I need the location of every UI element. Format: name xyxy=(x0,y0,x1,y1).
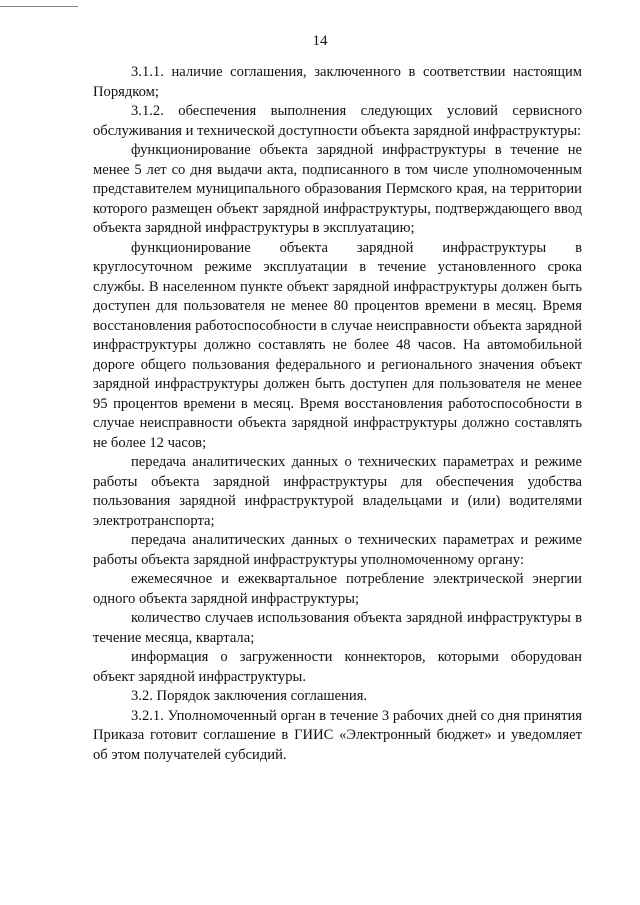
paragraph-3-1-1: 3.1.1. наличие соглашения, заключенного в соответствии настоящим Порядком; xyxy=(93,64,582,100)
scan-edge-line xyxy=(0,6,78,7)
page-number: 14 xyxy=(312,33,328,49)
paragraph-3-2-1: 3.2.1. Уполномоченный орган в течение 3 рабочих дней со дня принятия Приказа готовит соглашение в ГИИС «Электронный бюджет» и уведомляет об этом получателей субсидий. xyxy=(93,707,582,763)
paragraph-round-the-clock: функционирование объекта зарядной инфраструктуры в круглосуточном режиме эксплуатации в течение установленного срока службы. В населенном пункте объект зарядной инфраструктуры должен быть доступен для пользователя не менее 80 процентов времени в месяц. Время восстановления работоспособности в случае неисправности объекта зарядной инфраструктуры должно составлять не более 48 часов. На автомобильной дороге общего пользования федерального и регионального значения объект зарядной инфраструктуры должен быть доступен для пользователя не менее 95 процентов времени в месяц. Время восстановления работоспособности в случае неисправности объекта зарядной инфраструктуры должно составлять не более 12 часов; xyxy=(93,239,582,451)
paragraph-3-2: 3.2. Порядок заключения соглашения. xyxy=(131,688,368,704)
paragraph-3-1-2: 3.1.2. обеспечения выполнения следующих условий сервисного обслуживания и технической доступности объекта зарядной инфраструктуры: xyxy=(93,103,582,139)
paragraph-data-transfer-users: передача аналитических данных о технических параметрах и режиме работы объекта зарядной инфраструктуры для обеспечения удобства пользования зарядной инфраструктурой владельцами и (или) водителями электротранспорта; xyxy=(93,454,582,529)
paragraph-data-transfer-authority: передача аналитических данных о технических параметрах и режиме работы объекта зарядной инфраструктуры уполномоченному органу: xyxy=(93,532,582,568)
paragraph-usage-count: количество случаев использования объекта зарядной инфраструктуры в течение месяца, квартала; xyxy=(93,610,582,646)
paragraph-operation-period: функционирование объекта зарядной инфраструктуры в течение не менее 5 лет со дня выдачи акта, подписанного в том числе уполномоченным представителем муниципального образования Пермского края, на территории которого размещен объект зарядной инфраструктуры, подтверждающего ввод объекта зарядной инфраструктуры в эксплуатацию; xyxy=(93,142,582,236)
paragraph-connector-load: информация о загруженности коннекторов, которыми оборудован объект зарядной инфраструктуры. xyxy=(93,649,582,685)
document-body xyxy=(93,63,582,765)
paragraph-energy-consumption: ежемесячное и ежеквартальное потребление электрической энергии одного объекта зарядной инфраструктуры; xyxy=(93,571,582,607)
